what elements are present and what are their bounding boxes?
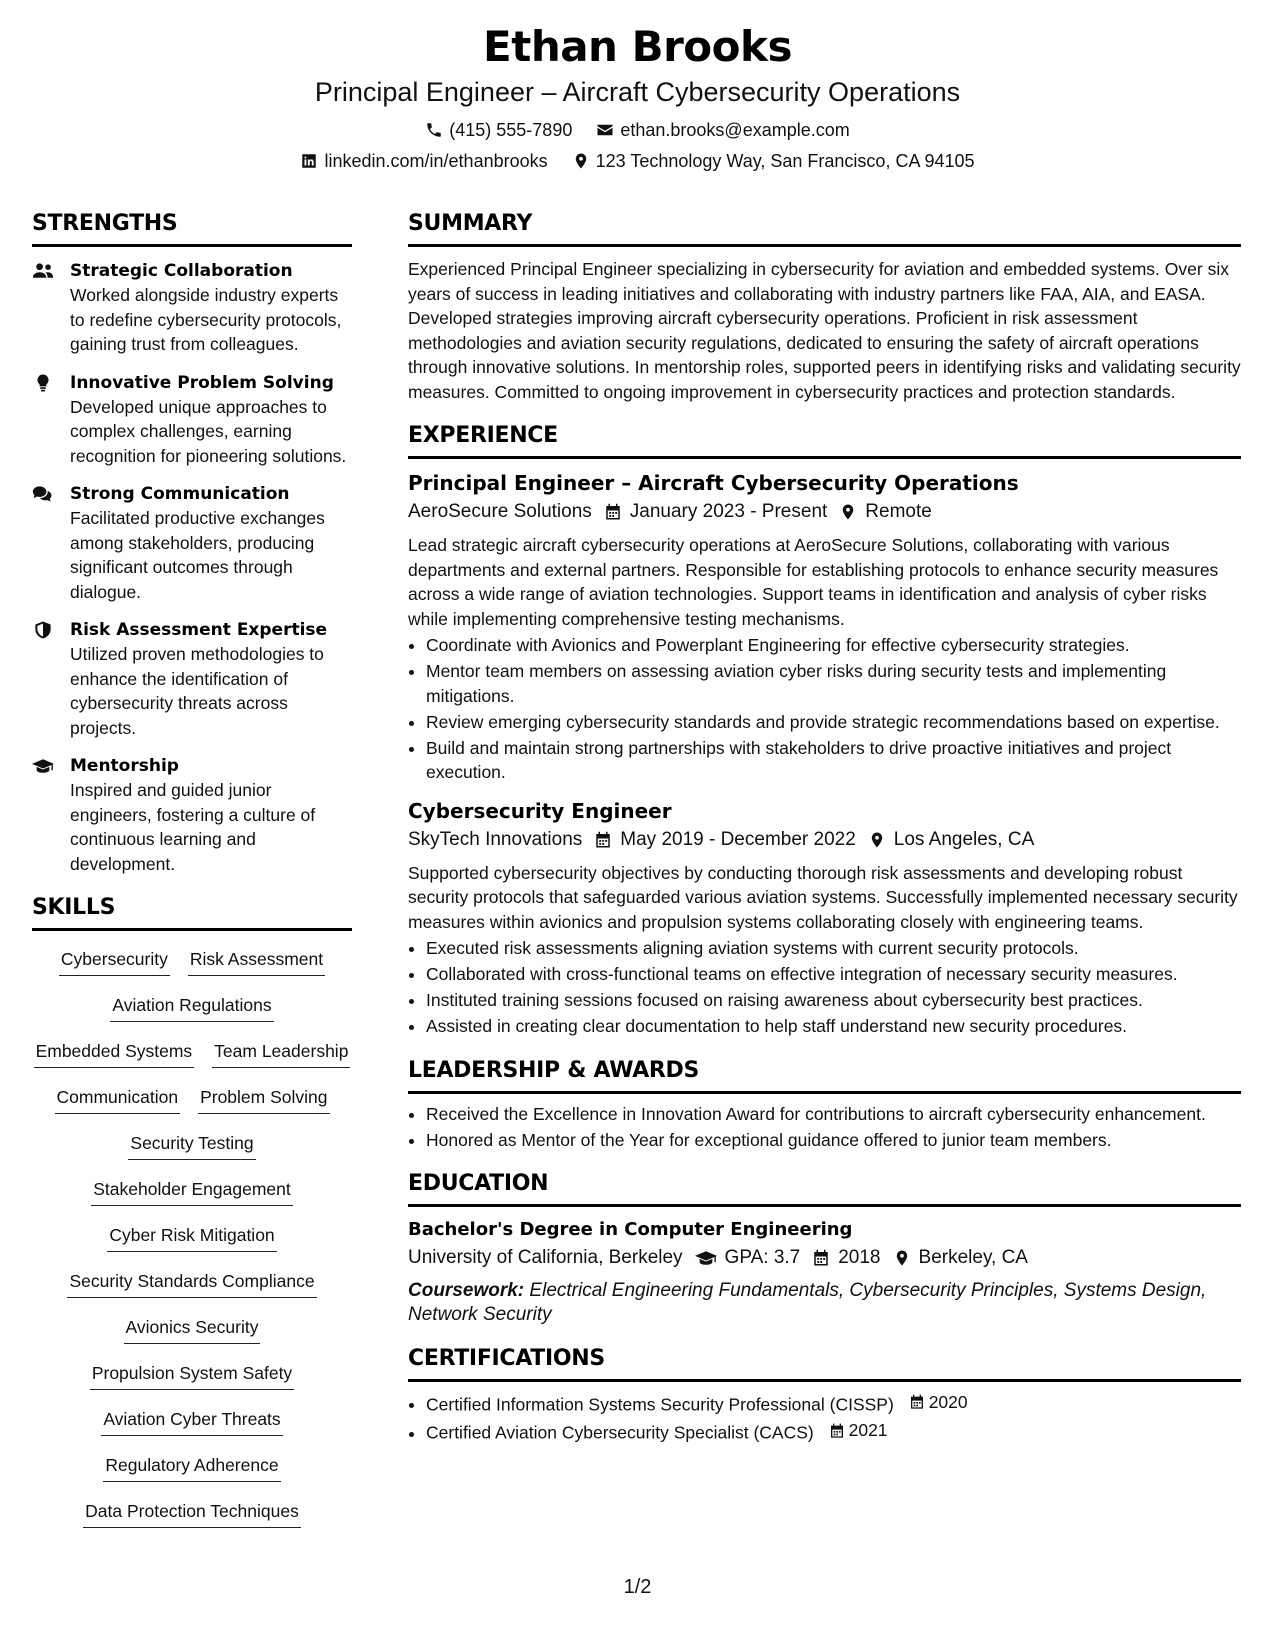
strength-desc: Utilized proven methodologies to enhance the identification of cybersecurity threats across projects.: [70, 644, 324, 738]
school-location: Berkeley, CA: [918, 1247, 1028, 1268]
envelope-icon: [596, 121, 614, 139]
job-bullets: [408, 633, 1241, 785]
skill-tag: Data Protection Techniques: [83, 1495, 301, 1528]
certification-item: [426, 1390, 1241, 1417]
calendar-icon: [829, 1423, 845, 1439]
contact-row-1: [0, 118, 1275, 142]
job-title: Cybersecurity Engineer: [408, 798, 672, 823]
page-number: 1/2: [623, 1576, 652, 1598]
skill-tag: Problem Solving: [198, 1081, 329, 1114]
certification-name: Certified Aviation Cybersecurity Specialist (CACS): [426, 1422, 814, 1443]
location-pin-icon: [868, 831, 886, 849]
school-name: University of California, Berkeley: [408, 1247, 683, 1268]
users-icon: [32, 261, 54, 281]
job-location: Remote: [865, 501, 932, 522]
job-description: Supported cybersecurity objectives by conducting thorough risk assessments and developing robust security protocols that safeguarded various aviation systems. Successfully implemented necessary security measures within avionics and propulsion systems collaborating closely with engineering teams.: [408, 862, 1238, 932]
location-pin-icon: [893, 1249, 911, 1267]
gpa: GPA: 3.7: [724, 1247, 801, 1268]
lightbulb-icon: [32, 373, 54, 393]
education-section: [408, 1170, 1241, 1327]
certifications-section: [408, 1345, 1241, 1445]
degree-title: Bachelor's Degree in Computer Engineering: [408, 1219, 853, 1240]
strength-item: [32, 482, 352, 604]
left-column: [32, 210, 352, 1541]
skills-list: [32, 943, 352, 1541]
skill-tag: Aviation Regulations: [110, 989, 273, 1022]
leadership-item: • Received the Excellence in Innovation Award for contributions to aircraft cybersecurity enhancement.: [426, 1102, 1241, 1127]
strength-desc: Inspired and guided junior engineers, fostering a culture of continuous learning and development.: [70, 780, 316, 874]
calendar-icon: [812, 1249, 830, 1267]
strength-item: [32, 618, 352, 740]
contact-address: [572, 149, 975, 173]
candidate-headline: Principal Engineer – Aircraft Cybersecurity Operations: [314, 77, 961, 107]
leadership-heading: LEADERSHIP & AWARDS: [408, 1057, 700, 1083]
skill-tag: Security Testing: [128, 1127, 255, 1160]
certification-year: 2020: [928, 1392, 968, 1412]
linkedin-icon: [300, 152, 318, 170]
summary-heading: SUMMARY: [408, 211, 533, 236]
skills-heading: SKILLS: [32, 895, 116, 920]
experience-rule: [408, 456, 1241, 459]
calendar-icon: [594, 831, 612, 849]
strength-title: Strong Communication: [70, 484, 290, 504]
job-bullet: • Assisted in creating clear documentation to help staff understand new security procedures.: [426, 1014, 1241, 1039]
coursework: [408, 1279, 1241, 1327]
strength-desc: Facilitated productive exchanges among stakeholders, producing significant outcomes through dialogue.: [70, 508, 325, 602]
job-bullet: • Collaborated with cross-functional teams on effective integration of necessary security measures.: [426, 962, 1241, 987]
strength-item: [32, 371, 352, 469]
job-bullet: • Instituted training sessions focused on raising awareness about cybersecurity best practices.: [426, 988, 1241, 1013]
address-text: 123 Technology Way, San Francisco, CA 94105: [595, 151, 975, 171]
job-bullet: • Coordinate with Avionics and Powerplant Engineering for effective cybersecurity strategies.: [426, 633, 1241, 658]
certification-name: Certified Information Systems Security Professional (CISSP): [426, 1394, 894, 1415]
education-heading: EDUCATION: [408, 1171, 549, 1196]
contact-row-2: [0, 149, 1275, 173]
certification-item: [426, 1418, 1241, 1445]
strength-title: Risk Assessment Expertise: [70, 620, 328, 640]
skill-tag: Cybersecurity: [59, 943, 170, 976]
experience-section: [408, 422, 1241, 1039]
resume-header: [0, 20, 1275, 173]
strengths-list: [32, 259, 352, 876]
calendar-icon: [909, 1394, 925, 1410]
certifications-list: [408, 1390, 1241, 1445]
education-rule: [408, 1204, 1241, 1207]
job-meta: [408, 497, 1241, 527]
job-entry: [408, 797, 1241, 1039]
job-company: SkyTech Innovations: [408, 828, 583, 850]
strength-item: [32, 754, 352, 876]
strength-desc: Worked alongside industry experts to redefine cybersecurity protocols, gaining trust from colleagues.: [70, 285, 342, 354]
contact-phone[interactable]: [425, 118, 572, 142]
contact-linkedin[interactable]: [300, 149, 547, 173]
leadership-section: [408, 1057, 1241, 1153]
certification-year: 2021: [848, 1420, 888, 1441]
skills-rule: [32, 928, 352, 931]
candidate-name: Ethan Brooks: [483, 22, 792, 71]
leadership-rule: [408, 1091, 1241, 1094]
skill-tag: Cyber Risk Mitigation: [107, 1219, 276, 1252]
job-bullet: • Review emerging cybersecurity standards and provide strategic recommendations based on expertise.: [426, 710, 1241, 735]
graduation-year: 2018: [838, 1247, 881, 1268]
phone-icon: [425, 121, 443, 139]
job-title: Principal Engineer – Aircraft Cybersecurity Operations: [408, 471, 1019, 495]
job-description: Lead strategic aircraft cybersecurity operations at AeroSecure Solutions, collaborating with various departments and external partners. Responsible for establishing protocols to enhance security measures across a wide range of aviation technologies. Support teams in identification and analysis of cyber risks while implementing comprehensive testing mechanisms.: [408, 535, 1219, 629]
job-dates: January 2023 - Present: [629, 501, 828, 522]
job-company: AeroSecure Solutions: [408, 501, 592, 522]
skill-tag: Team Leadership: [212, 1035, 350, 1068]
certifications-rule: [408, 1379, 1241, 1382]
comments-icon: [32, 484, 54, 504]
skill-tag: Aviation Cyber Threats: [101, 1403, 282, 1436]
strength-item: [32, 259, 352, 357]
leadership-item: • Honored as Mentor of the Year for exceptional guidance offered to junior team members.: [426, 1128, 1241, 1153]
phone-text: (415) 555-7890: [449, 120, 573, 140]
leadership-list: [408, 1102, 1241, 1153]
skill-tag: Avionics Security: [124, 1311, 261, 1344]
coursework-list: Electrical Engineering Fundamentals, Cybersecurity Principles, Systems Design, Network Security: [408, 1280, 1207, 1325]
email-text: ethan.brooks@example.com: [620, 120, 850, 140]
contact-email[interactable]: [596, 118, 849, 142]
skill-tag: Risk Assessment: [188, 943, 325, 976]
skill-tag: Embedded Systems: [34, 1035, 195, 1068]
job-meta: [408, 825, 1241, 855]
strength-title: Strategic Collaboration: [70, 261, 293, 281]
job-location: Los Angeles, CA: [893, 828, 1035, 850]
skill-tag: Communication: [55, 1081, 181, 1114]
graduation-cap-icon: [32, 756, 54, 776]
strength-desc: Developed unique approaches to complex challenges, earning recognition for pioneering solutions.: [70, 396, 347, 466]
location-pin-icon: [839, 503, 857, 521]
graduation-cap-icon: [695, 1249, 717, 1267]
skill-tag: Propulsion System Safety: [90, 1357, 294, 1390]
job-dates: May 2019 - December 2022: [620, 828, 856, 850]
location-pin-icon: [572, 152, 590, 170]
summary-rule: [408, 244, 1241, 247]
education-meta: [408, 1243, 1241, 1273]
calendar-icon: [604, 503, 622, 521]
summary-text: Experienced Principal Engineer specializing in cybersecurity for aviation and embedded systems. Over six years of success in leading initiatives and collaborating with industry partners like FAA, AIA, and EASA. Developed strategies improving aircraft cybersecurity operations. Proficient in risk assessment methodologies and aviation security regulations, dedicated to ensuring the safety of aircraft operations through innovative solutions. In mentorship roles, supported peers in identifying risks and validating security measures. Committed to ongoing improvement in cybersecurity practices and protection standards.: [408, 259, 1241, 402]
right-column: [408, 210, 1241, 1447]
strength-title: Innovative Problem Solving: [70, 372, 334, 393]
coursework-label: Coursework:: [408, 1280, 525, 1301]
skill-tag: Regulatory Adherence: [103, 1449, 280, 1482]
skill-tag: Stakeholder Engagement: [91, 1173, 293, 1206]
certifications-heading: CERTIFICATIONS: [408, 1346, 605, 1371]
job-entry: [408, 469, 1241, 785]
shield-icon: [32, 620, 54, 640]
job-bullet: • Mentor team members on assessing aviation cyber risks during security tests and implementing mitigations.: [426, 659, 1241, 708]
linkedin-text: linkedin.com/in/ethanbrooks: [324, 151, 548, 171]
job-bullets: [408, 936, 1241, 1039]
skill-tag: Security Standards Compliance: [67, 1265, 316, 1298]
strengths-rule: [32, 244, 352, 247]
job-bullet: • Build and maintain strong partnerships with stakeholders to drive proactive initiatives and project execution.: [426, 736, 1241, 785]
strength-title: Mentorship: [70, 756, 179, 776]
strengths-heading: STRENGTHS: [32, 211, 178, 236]
experience-heading: EXPERIENCE: [408, 423, 558, 448]
job-bullet: • Executed risk assessments aligning aviation systems with current security protocols.: [426, 936, 1241, 961]
